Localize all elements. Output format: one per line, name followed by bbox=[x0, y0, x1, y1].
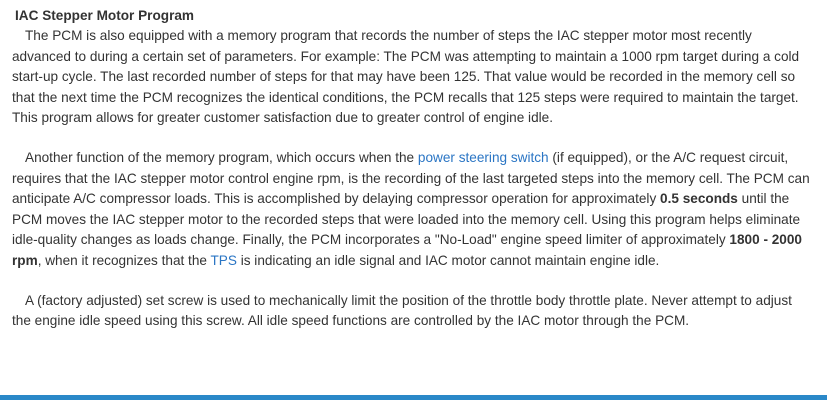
paragraph-memory-function bbox=[12, 148, 812, 271]
tps-link[interactable]: TPS bbox=[210, 252, 237, 268]
paragraph-text: A (factory adjusted) set screw is used to mechanically limit the position of the throttle body throttle plate. Never attempt to adjust the engine idle speed using this screw. All idle speed functions are controlled by the IAC motor through the PCM. bbox=[12, 292, 792, 328]
paragraph-text: Another function of the memory program, which occurs when the bbox=[25, 150, 418, 165]
paragraph-text: The PCM is also equipped with a memory program that records the number of steps the IAC stepper motor most recently advanced to during a certain set of parameters. For example: The PCM was attempting to maintain a 1000 rpm target during a cold start-up cycle. The last recorded number of steps for that may have been 125. That value would be recorded in the memory cell so that the next time the PCM recognizes the identical conditions, the PCM recalls that 125 steps were required to maintain the target. This program allows for greater customer satisfaction due to greater control of engine idle. bbox=[12, 28, 800, 125]
article-content bbox=[12, 6, 812, 332]
speed-limit-value: 1800 - 2000 rpm bbox=[12, 232, 802, 268]
section-title: IAC Stepper Motor Program bbox=[15, 8, 195, 23]
power-steering-switch-link[interactable]: power steering switch bbox=[417, 150, 549, 165]
paragraph-set-screw bbox=[12, 291, 812, 332]
bottom-accent-bar bbox=[0, 395, 827, 400]
paragraph-text: until the PCM moves the IAC stepper motor to the recorded steps that were loaded into the memory cell. Using this program helps eliminate idle-quality changes as loads change. Finally, the PCM incorporates a "No-Load" engine speed limiter of approximately bbox=[12, 191, 801, 247]
paragraph-text: (if equipped), or the A/C request circuit, requires that the IAC stepper motor control engine rpm, is the recording of the last targeted steps into the memory cell. The PCM can anticipate A/C compressor loads. This is accomplished by delaying compressor operation for approximately bbox=[12, 150, 810, 206]
delay-duration-value: 0.5 seconds bbox=[660, 191, 738, 206]
paragraph-text: , when it recognizes that the bbox=[37, 252, 211, 268]
paragraph-text: is indicating an idle signal and IAC motor cannot maintain engine idle. bbox=[236, 252, 660, 268]
paragraph-memory-program bbox=[12, 26, 812, 129]
